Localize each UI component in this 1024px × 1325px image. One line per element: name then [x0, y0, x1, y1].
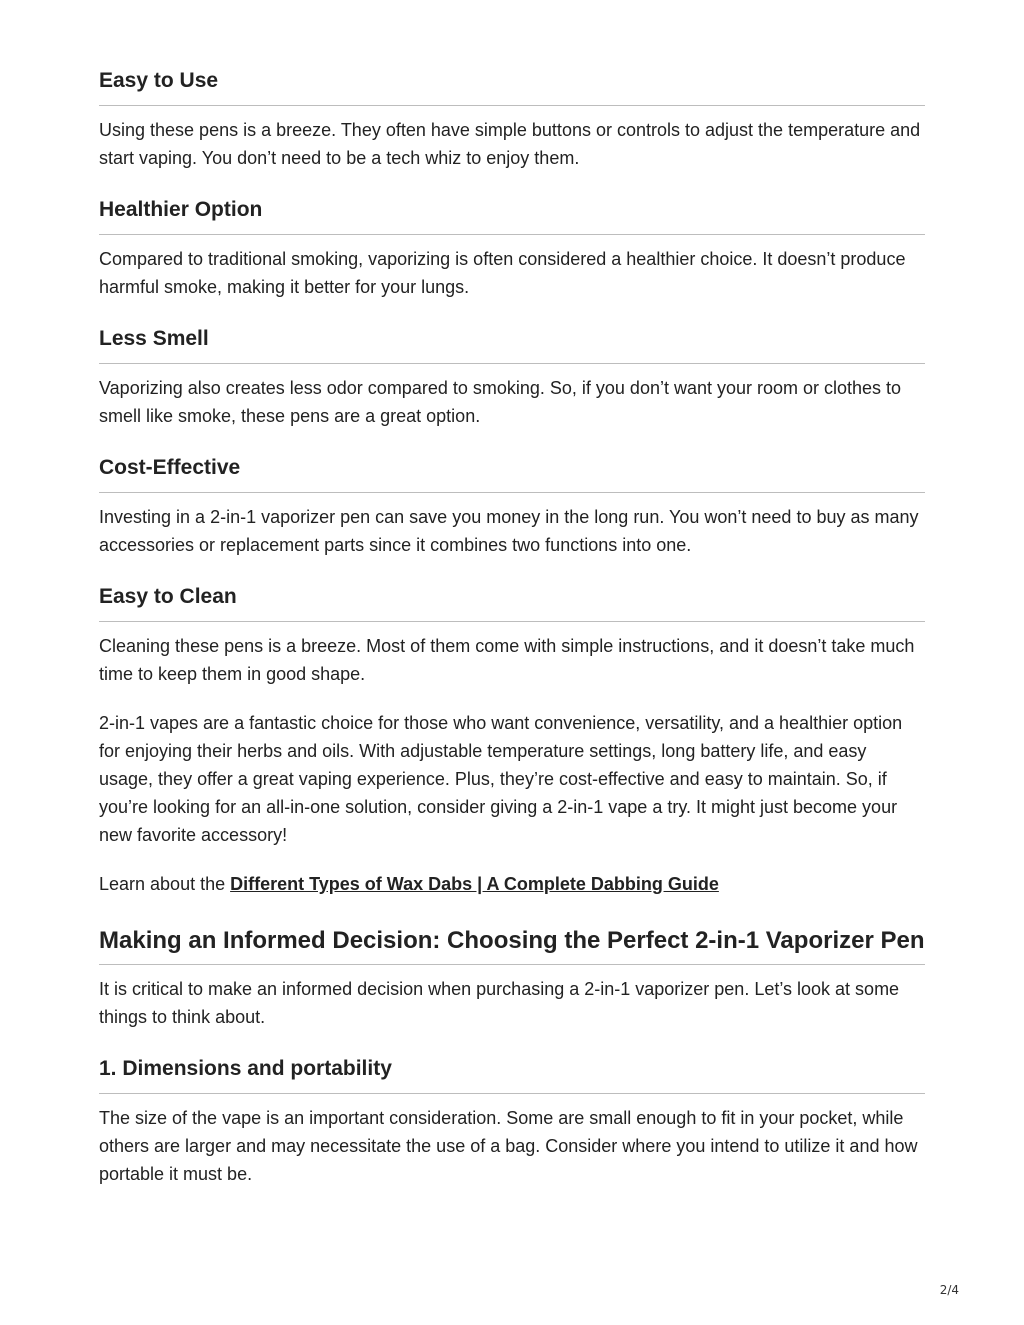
section-body-cost-effective: Investing in a 2-in-1 vaporizer pen can save you money in the long run. You won’t need to buy as many accessories or replacement parts since it combines two functions into one.	[99, 507, 919, 555]
section-heading-less-smell: Less Smell	[99, 324, 925, 364]
dimensions-section-body: The size of the vape is an important consideration. Some are small enough to fit in your pocket, while others are larger and may necessitate the use of a bag. Consider where you intend to utilize it and how portable it must be.	[99, 1108, 918, 1184]
section-body-healthier-option: Compared to traditional smoking, vaporizing is often considered a healthier choice. It doesn’t produce harmful smoke, making it better for your lungs.	[99, 249, 906, 297]
decision-section-heading: Making an Informed Decision: Choosing the Perfect 2-in-1 Vaporizer Pen	[99, 926, 925, 965]
section-body-less-smell: Vaporizing also creates less odor compared to smoking. So, if you don’t want your room or clothes to smell like smoke, these pens are a great option.	[99, 378, 902, 426]
document-page	[99, 66, 925, 1188]
learn-more-line	[99, 870, 925, 898]
section-heading-easy-to-use: Easy to Use	[99, 66, 925, 106]
section-body-easy-to-use: Using these pens is a breeze. They often have simple buttons or controls to adjust the temperature and start vaping. You don’t need to be a tech whiz to enjoy them.	[99, 120, 921, 168]
dimensions-section-heading: 1. Dimensions and portability	[99, 1054, 925, 1094]
section-heading-cost-effective: Cost-Effective	[99, 453, 925, 493]
decision-section-intro: It is critical to make an informed decision when purchasing a 2-in-1 vaporizer pen. Let’s look at some things to think about.	[99, 979, 900, 1027]
section-body-easy-to-clean: Cleaning these pens is a breeze. Most of them come with simple instructions, and it doesn’t take much time to keep them in good shape.	[99, 636, 915, 684]
section-heading-easy-to-clean: Easy to Clean	[99, 582, 925, 622]
dabbing-guide-link[interactable]: Different Types of Wax Dabs | A Complete Dabbing Guide	[230, 874, 719, 894]
page-number: 2/4	[939, 1283, 959, 1297]
learn-more-prefix: Learn about the	[99, 874, 231, 894]
summary-paragraph: 2-in-1 vapes are a fantastic choice for those who want convenience, versatility, and a healthier option for enjoying their herbs and oils. With adjustable temperature settings, long battery life, and easy usage, they offer a great vaping experience. Plus, they’re cost-effective and easy to maintain. So, if you’re looking for an all-in-one solution, consider giving a 2-in-1 vape a try. It might just become your new favorite accessory!	[99, 713, 903, 845]
section-heading-healthier-option: Healthier Option	[99, 195, 925, 235]
